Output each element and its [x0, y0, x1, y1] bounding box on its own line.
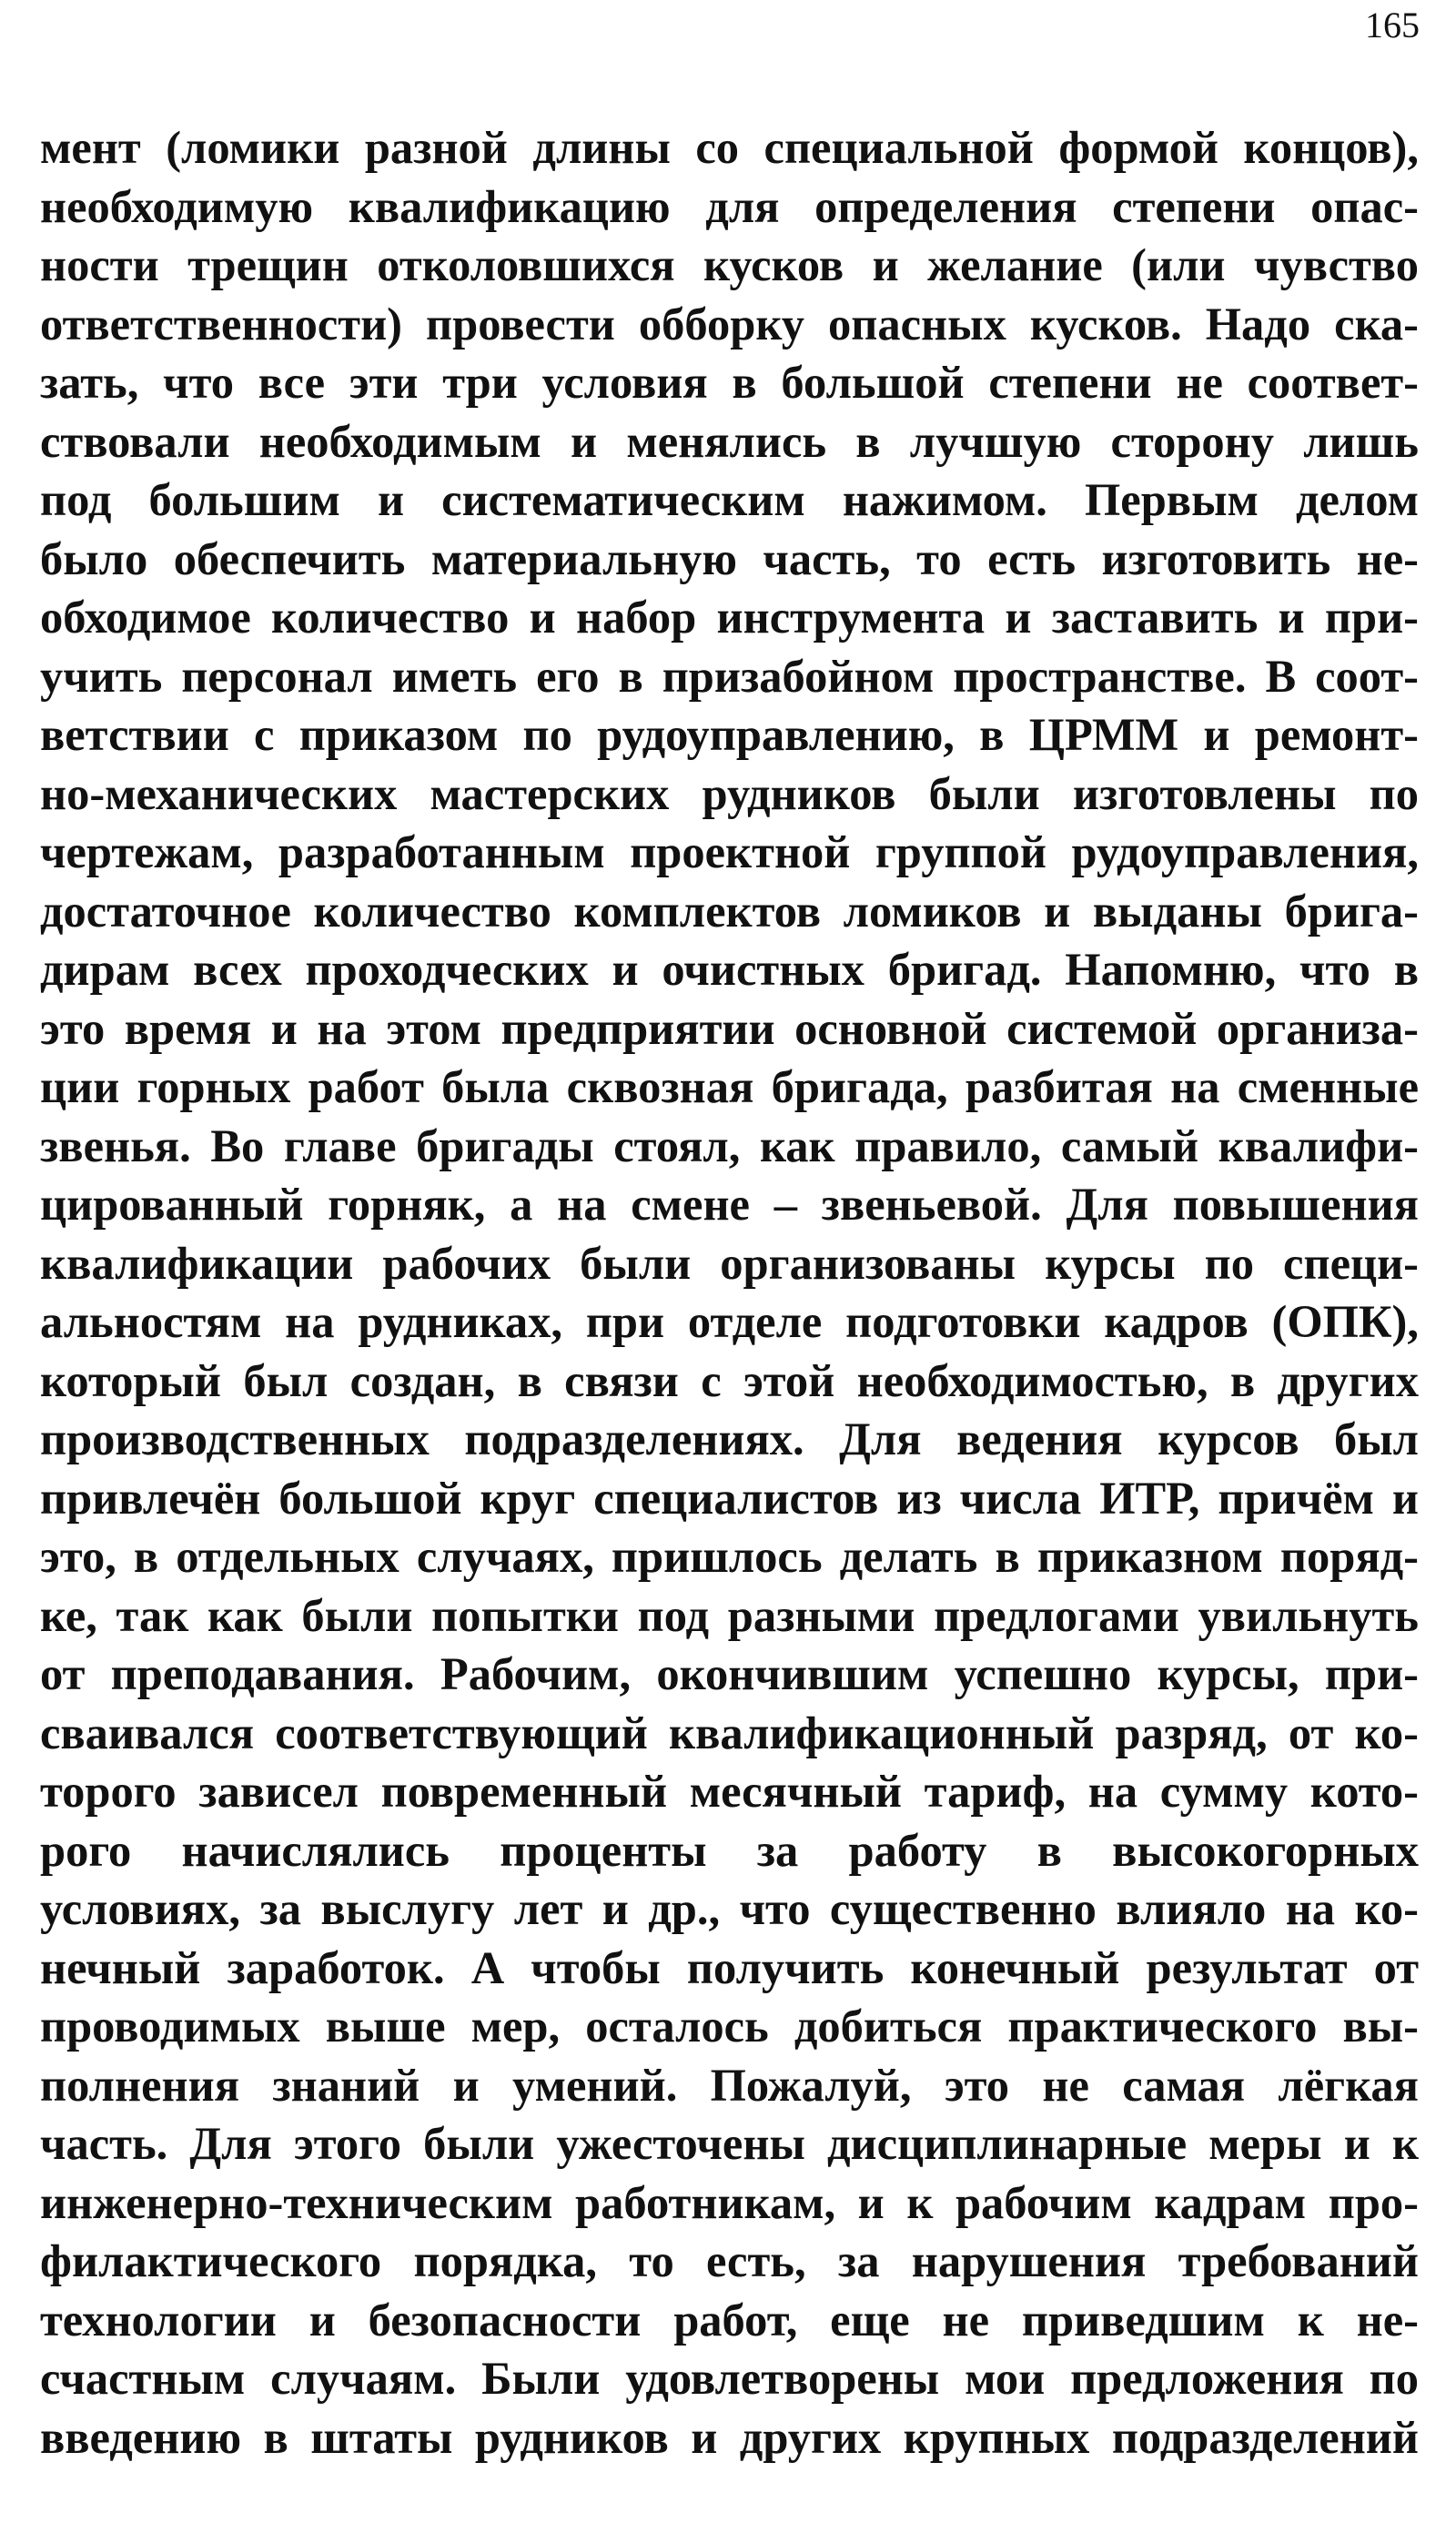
text-line: звенья. Во главе бригады стоял, как правило, самый квалифи- — [40, 1120, 1419, 1171]
text-line: квалификации рабочих были организованы курсы по специ- — [40, 1237, 1419, 1289]
text-line: проводимых выше мер, осталось добиться практического вы- — [40, 2001, 1419, 2052]
text-line: полнения знаний и умений. Пожалуй, это не самая лёгкая — [40, 2059, 1419, 2111]
text-line: привлечён большой круг специалистов из числа ИТР, причём и — [40, 1472, 1419, 1524]
text-line: счастным случаям. Были удовлетворены мои предложения по — [40, 2353, 1419, 2404]
text-line: ности трещин отколовшихся кусков и желание (или чувство — [40, 239, 1419, 290]
body-text — [40, 118, 1419, 2467]
text-line: дирам всех проходческих и очистных бригад. Напомню, что в — [40, 944, 1419, 995]
text-line: сваивался соответствующий квалификационный разряд, от ко- — [40, 1707, 1419, 1758]
page-number: 165 — [1365, 5, 1420, 46]
text-line: ствовали необходимым и менялись в лучшую сторону лишь — [40, 415, 1419, 467]
text-line: достаточное количество комплектов ломиков и выданы брига- — [40, 885, 1419, 937]
text-line: необходимую квалификацию для определения степени опас- — [40, 180, 1419, 232]
text-line: альностям на рудниках, при отделе подготовки кадров (ОПК), — [40, 1296, 1419, 1347]
text-line: торого зависел повременный месячный тариф, на сумму кото- — [40, 1766, 1419, 1817]
text-line: от преподавания. Рабочим, окончившим успешно курсы, при- — [40, 1648, 1419, 1699]
text-line: ветствии с приказом по рудоуправлению, в ЦРММ и ремонт- — [40, 709, 1419, 760]
text-line: мент (ломики разной длины со специальной формой концов), — [40, 122, 1419, 173]
text-line: чертежам, разработанным проектной группой рудоуправления, — [40, 826, 1419, 877]
text-line: было обеспечить материальную часть, то есть изготовить не- — [40, 532, 1419, 584]
text-line: который был создан, в связи с этой необходимостью, в других — [40, 1354, 1419, 1406]
text-line: ответственности) провести обборку опасных кусков. Надо ска- — [40, 298, 1419, 350]
text-line: введению в штаты рудников и других крупных подразделений — [40, 2411, 1419, 2463]
text-line: филактического порядка, то есть, за нарушения требований — [40, 2235, 1419, 2286]
text-line: зать, что все эти три условия в большой степени не соответ- — [40, 357, 1419, 408]
text-line: цированный горняк, а на смене – звеньевой. Для повышения — [40, 1179, 1419, 1230]
text-line: инженерно-техническим работникам, и к рабочим кадрам про- — [40, 2176, 1419, 2228]
text-line: ции горных работ была сквозная бригада, разбитая на сменные — [40, 1061, 1419, 1112]
text-line: но-механических мастерских рудников были изготовлены по — [40, 767, 1419, 819]
text-line: ке, так как были попытки под разными предлогами увильнуть — [40, 1589, 1419, 1641]
text-line: производственных подразделениях. Для ведения курсов был — [40, 1413, 1419, 1464]
text-line: это время и на этом предприятии основной системой организа- — [40, 1002, 1419, 1054]
text-line: под большим и систематическим нажимом. Первым делом — [40, 474, 1419, 525]
text-line: обходимое количество и набор инструмента и заставить и при- — [40, 592, 1419, 643]
text-line: часть. Для этого были ужесточены дисциплинарные меры и к — [40, 2118, 1419, 2169]
text-line: условиях, за выслугу лет и др., что существенно влияло на ко- — [40, 1883, 1419, 1934]
text-line: учить персонал иметь его в призабойном пространстве. В соот- — [40, 650, 1419, 702]
text-line: рого начислялись проценты за работу в высокогорных — [40, 1824, 1419, 1876]
text-line: технологии и безопасности работ, еще не приведшим к не- — [40, 2294, 1419, 2346]
text-line: это, в отдельных случаях, пришлось делать в приказном поряд- — [40, 1531, 1419, 1582]
text-line: нечный заработок. А чтобы получить конечный результат от — [40, 1941, 1419, 1993]
